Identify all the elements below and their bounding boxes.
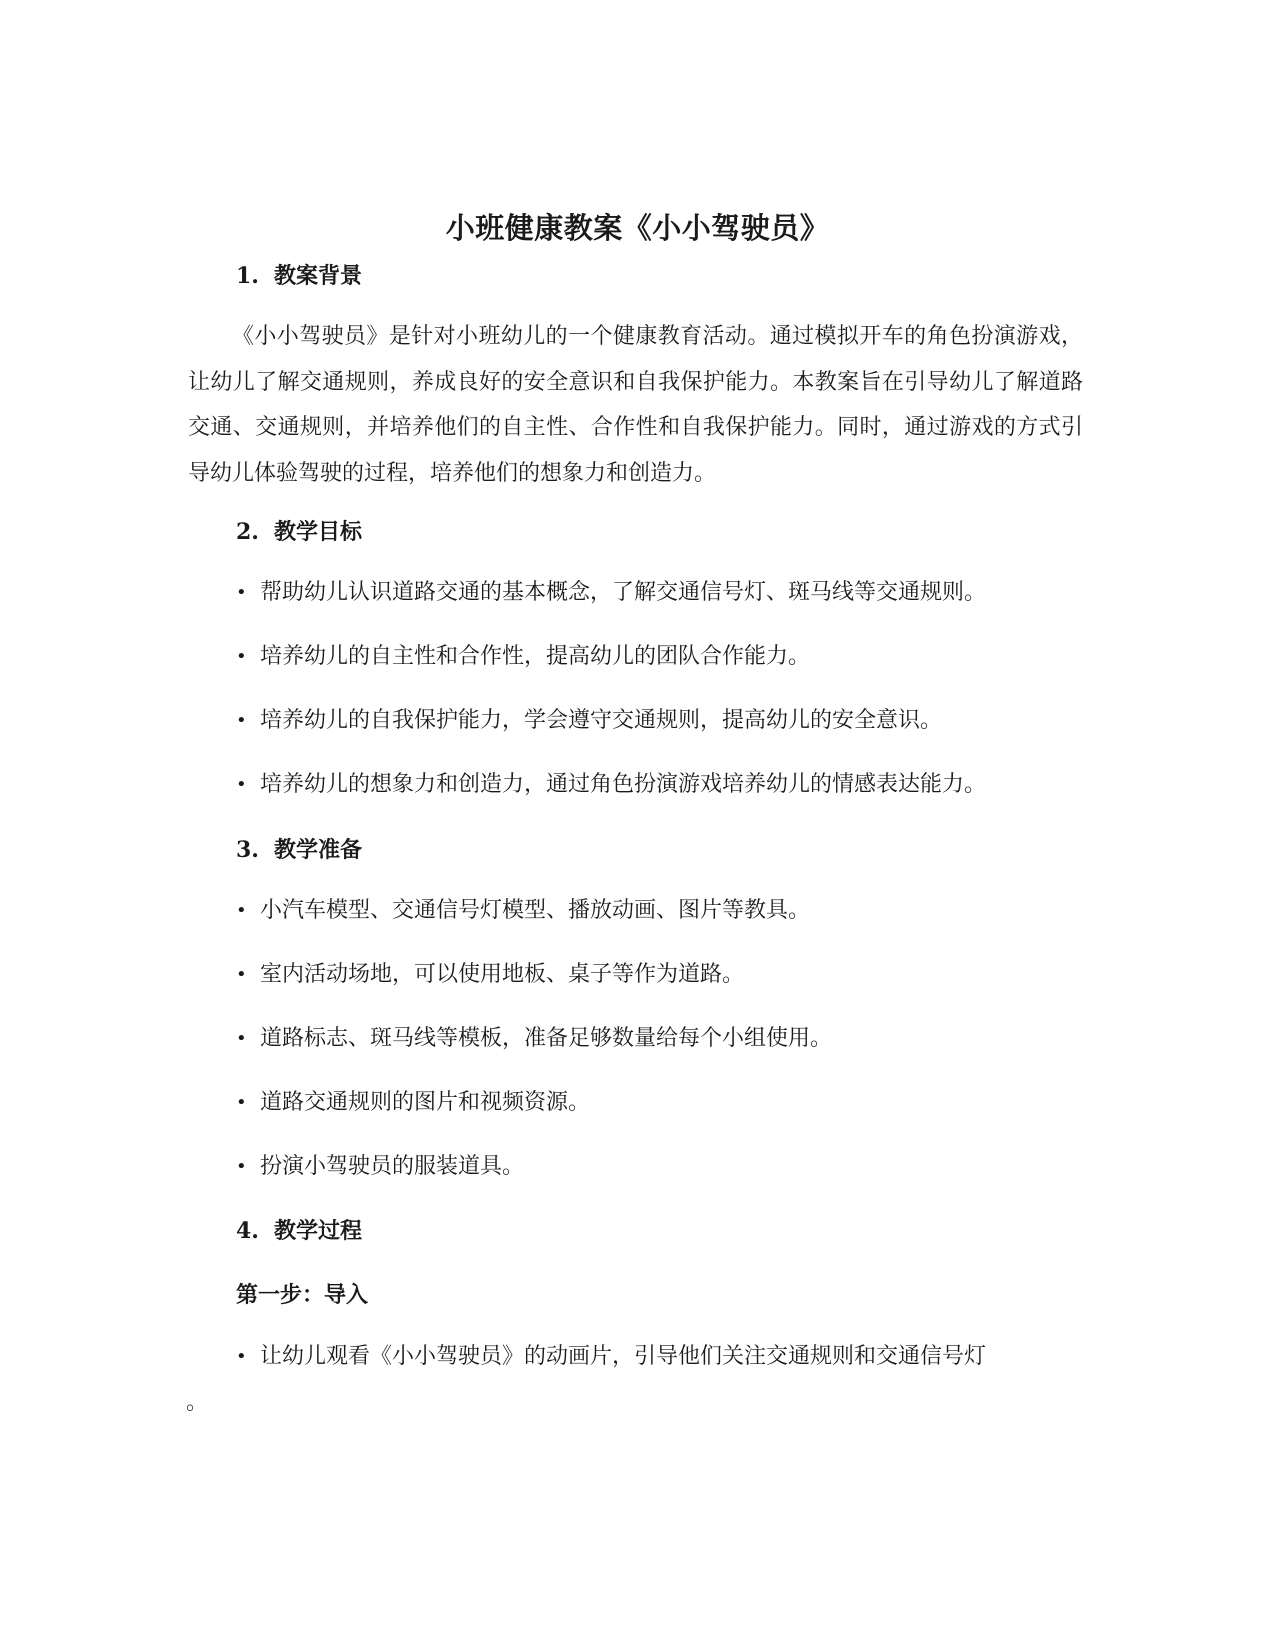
section-number: 1. [236,263,259,289]
list-item-text: 室内活动场地，可以使用地板、桌子等作为道路。 [260,962,745,987]
bullet-icon: • [236,646,247,667]
section-heading-preparation [236,833,362,864]
list-item [236,762,1086,807]
list-item [236,1334,1086,1379]
list-item [236,1080,1086,1125]
list-item [236,570,1086,615]
bullet-icon: • [236,1346,247,1367]
list-item-text: 培养幼儿的自我保护能力，学会遵守交通规则，提高幼儿的安全意识。 [260,708,943,733]
list-item-text: 培养幼儿的想象力和创造力，通过角色扮演游戏培养幼儿的情感表达能力。 [260,772,987,797]
list-item [236,952,1086,997]
bullet-icon: • [236,1028,247,1049]
section-number: 3. [236,837,259,863]
document-title: 小班健康教案《小小驾驶员》 [445,211,830,245]
section-heading-process [236,1214,362,1245]
list-item-text: 道路交通规则的图片和视频资源。 [260,1090,591,1115]
section-number: 4. [236,1218,259,1244]
list-item [236,1144,1086,1189]
section-number: 2. [236,519,259,545]
section-title: 教学过程 [274,1218,363,1244]
bullet-icon: • [236,710,247,731]
list-item-text: 帮助幼儿认识道路交通的基本概念，了解交通信号灯、斑马线等交通规则。 [260,580,987,605]
section-title: 教学目标 [274,519,363,545]
list-item-text: 培养幼儿的自主性和合作性，提高幼儿的团队合作能力。 [260,644,811,669]
list-item [236,888,1086,933]
bullet-icon: • [236,582,247,603]
list-item-text: 扮演小驾驶员的服装道具。 [260,1154,525,1179]
bullet-icon: • [236,964,247,985]
bullet-icon: • [236,900,247,921]
list-item-text: 让幼儿观看《小小驾驶员》的动画片，引导他们关注交通规则和交通信号灯 [260,1344,987,1369]
section-heading-objectives [236,515,362,546]
bullet-icon: • [236,1156,247,1177]
list-item [236,634,1086,679]
bullet-icon: • [236,1092,247,1113]
section-title: 教案背景 [274,263,363,289]
list-item [236,698,1086,743]
list-item-text: 小汽车模型、交通信号灯模型、播放动画、图片等教具。 [260,898,811,923]
list-item [236,1016,1086,1061]
bullet-icon: • [236,774,247,795]
list-item-wrap-tail: 。 [186,1390,209,1415]
section-heading-background [236,259,362,290]
background-paragraph: 《小小驾驶员》是针对小班幼儿的一个健康教育活动。通过模拟开车的角色扮演游戏，让幼儿了解交通规则，养成良好的安全意识和自我保护能力。本教案旨在引导幼儿了解道路交通、交通规则，并培养他们的自主性、合作性和自我保护能力。同时，通过游戏的方式引导幼儿体验驾驶的过程，培养他们的想象力和创造力。 [188,324,1083,486]
section-title: 教学准备 [274,837,363,863]
list-item-text: 道路标志、斑马线等模板，准备足够数量给每个小组使用。 [260,1026,833,1051]
step-heading: 第一步：导入 [236,1282,369,1308]
